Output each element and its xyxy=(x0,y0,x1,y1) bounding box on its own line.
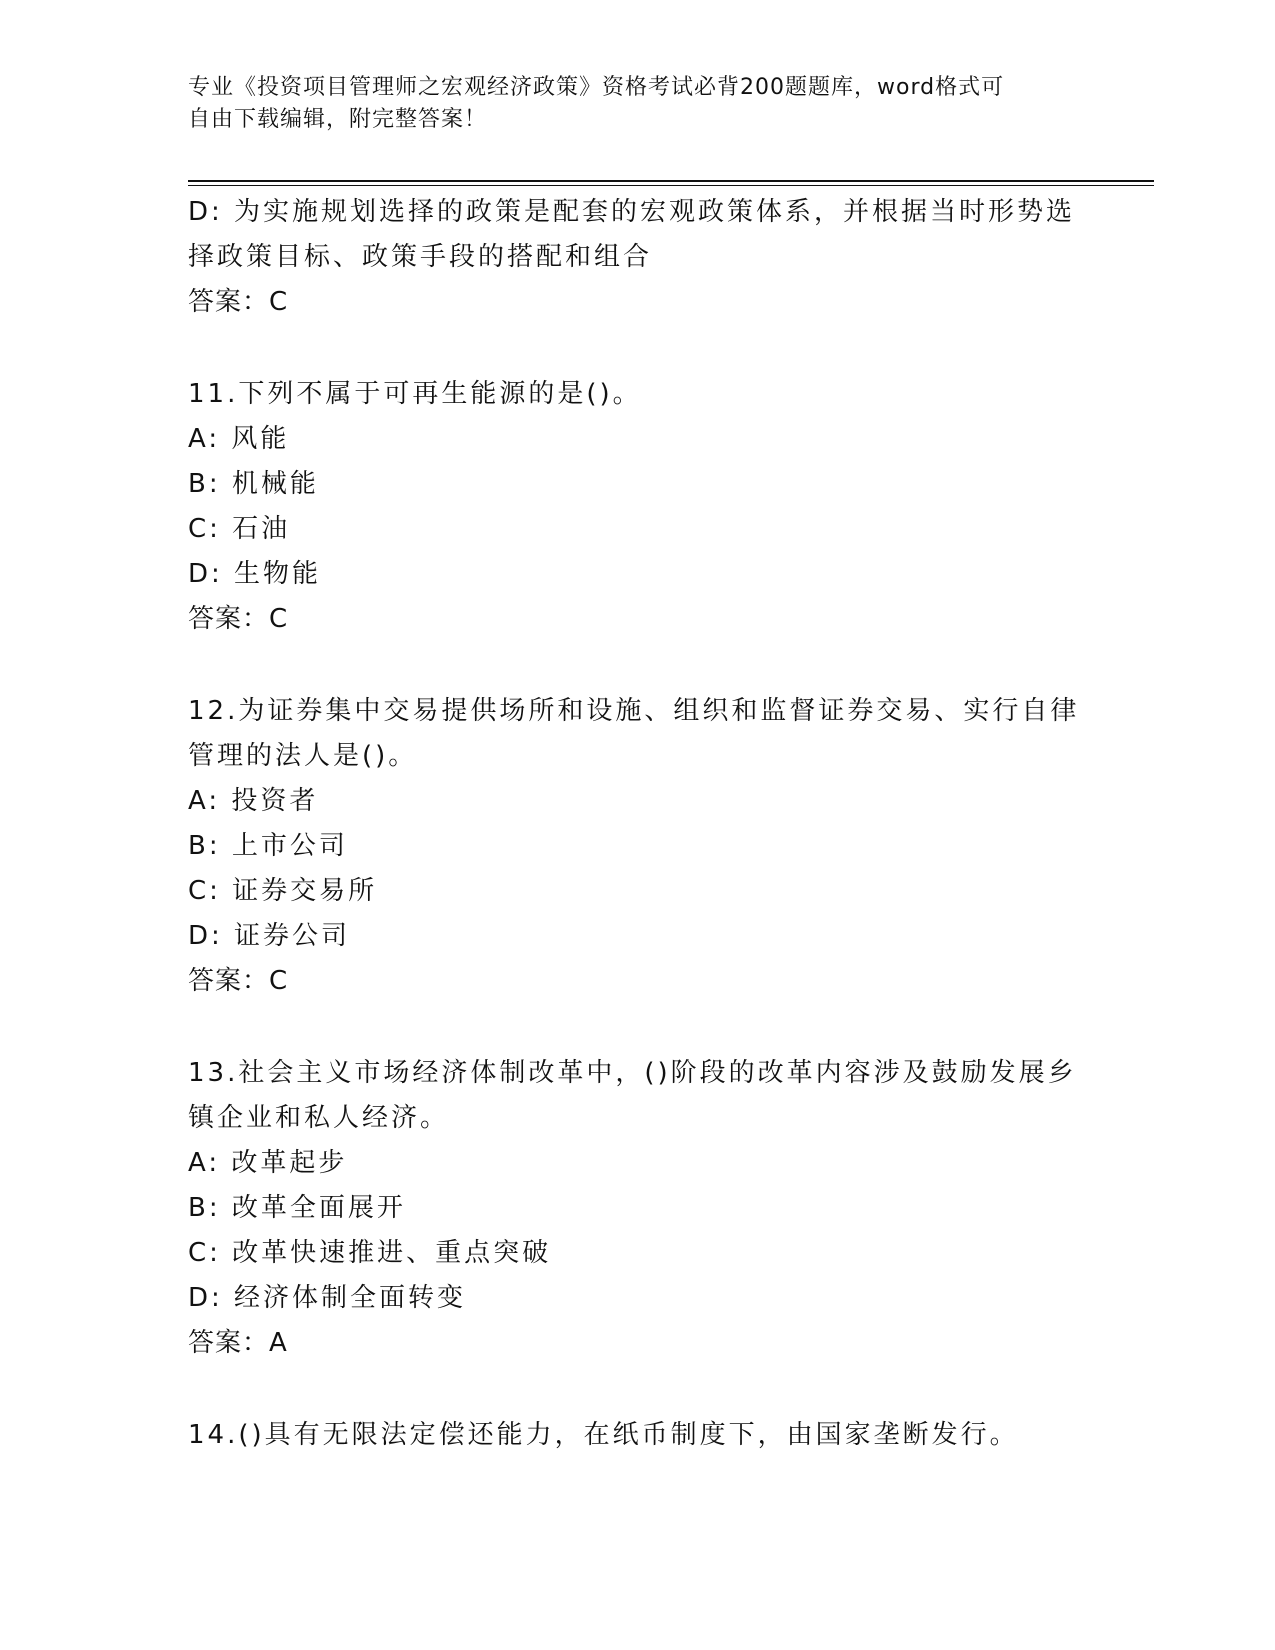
option-c: C: 改革快速推进、重点突破 xyxy=(188,1238,552,1268)
question-10-tail xyxy=(188,190,1088,325)
option-d: D: 为实施规划选择的政策是配套的宏观政策体系，并根据当时形势选 xyxy=(188,197,1076,227)
question-14 xyxy=(188,1413,1088,1458)
question-stem: 12.为证券集中交易提供场所和设施、组织和监督证券交易、实行自律 xyxy=(188,696,1080,726)
option-a: A: 改革起步 xyxy=(188,1148,348,1178)
question-stem: 13.社会主义市场经济体制改革中，()阶段的改革内容涉及鼓励发展乡 xyxy=(188,1058,1077,1088)
option-c: C: 石油 xyxy=(188,514,291,544)
option-a: A: 投资者 xyxy=(188,786,319,816)
option-a: A: 风能 xyxy=(188,424,290,454)
question-stem: 14.()具有无限法定偿还能力，在纸币制度下，由国家垄断发行。 xyxy=(188,1420,1019,1450)
question-stem-continued: 镇企业和私人经济。 xyxy=(188,1103,450,1133)
option-c: C: 证券交易所 xyxy=(188,876,378,906)
question-stem: 11.下列不属于可再生能源的是()。 xyxy=(188,379,642,409)
header-line-2: 自由下载编辑，附完整答案！ xyxy=(188,107,488,132)
header-divider-thin xyxy=(188,185,1154,186)
option-d-continued: 择政策目标、政策手段的搭配和组合 xyxy=(188,242,653,272)
question-13 xyxy=(188,1051,1088,1366)
header-divider-thick xyxy=(188,180,1154,182)
answer: 答案：C xyxy=(188,604,289,634)
question-list xyxy=(188,190,1088,1458)
answer: 答案：C xyxy=(188,287,289,317)
question-stem-continued: 管理的法人是()。 xyxy=(188,741,418,771)
option-d: D: 生物能 xyxy=(188,559,322,589)
option-d: D: 经济体制全面转变 xyxy=(188,1283,467,1313)
answer: 答案：A xyxy=(188,1328,288,1358)
option-d: D: 证券公司 xyxy=(188,921,351,951)
question-12 xyxy=(188,689,1088,1004)
answer: 答案：C xyxy=(188,966,289,996)
document-header xyxy=(188,72,1068,136)
option-b: B: 上市公司 xyxy=(188,831,348,861)
option-b: B: 机械能 xyxy=(188,469,319,499)
option-b: B: 改革全面展开 xyxy=(188,1193,406,1223)
header-line-1: 专业《投资项目管理师之宏观经济政策》资格考试必背200题题库，word格式可 xyxy=(188,75,1005,100)
question-11 xyxy=(188,372,1088,642)
